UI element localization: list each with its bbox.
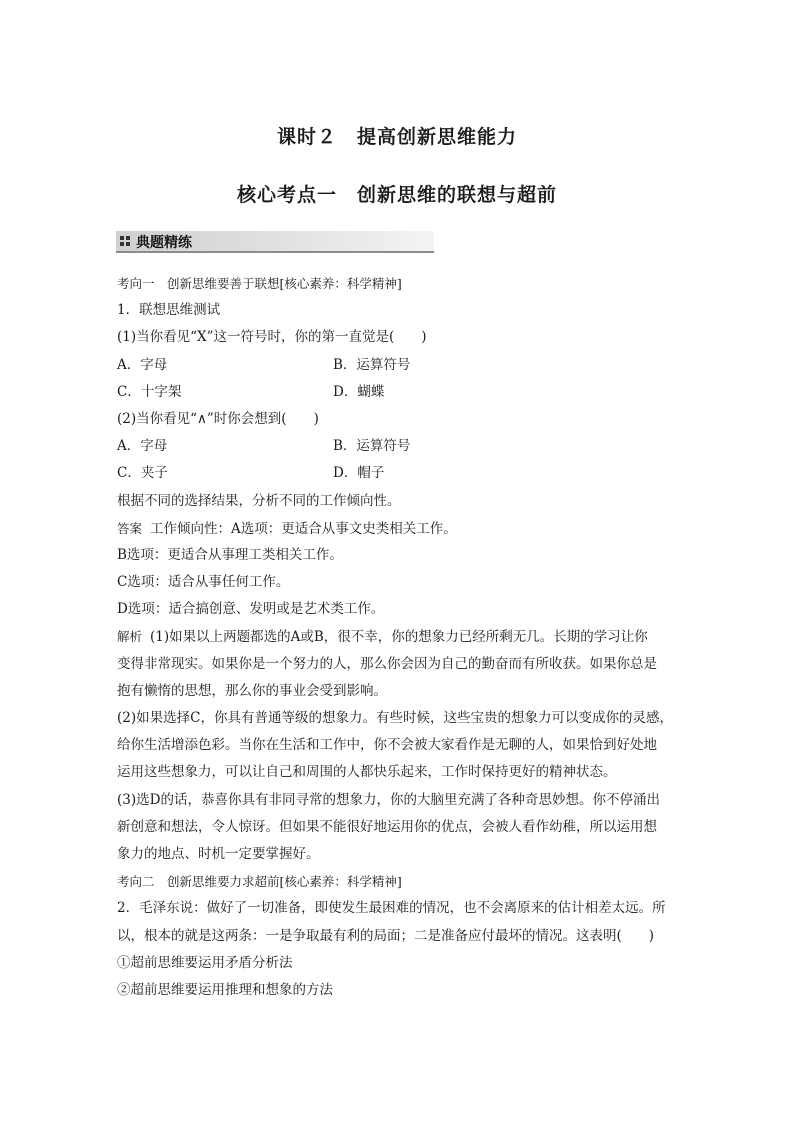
answer-tag: 答案 [117,520,143,536]
option-c: C．十字架 [117,383,182,400]
question-one-note: 根据不同的选择结果，分析不同的工作倾向性。 [117,492,401,509]
document-body [117,270,679,1004]
analysis-line: 运用这些想象力，可以让自己和周围的人都快乐起来，工作时保持更好的精神状态。 [117,764,617,781]
analysis-line: (2)如果选择C，你具有普通等级的想象力。有些时候，这些宝贵的想象力可以变成你的灵感， [117,710,673,726]
option-c: C．夹子 [117,465,168,482]
question-one-stem: 1．联想思维测试 [117,302,221,319]
analysis-line: 象力的地点、时机一定要掌握好。 [117,845,320,862]
section-header [116,231,434,253]
answer-line: C选项：适合从事任何工作。 [117,574,290,591]
answer-line: B选项：更适合从事理工类相关工作。 [117,546,343,563]
question-one-part-one: (1)当你看见“X”这一符号时，你的第一直觉是( ) [117,329,427,346]
analysis-line: 抱有懒惰的思想，那么你的事业会受到影响。 [117,682,387,699]
options-row [117,352,679,379]
direction-one: 考向一 创新思维要善于联想[核心素养：科学精神] [117,276,402,291]
analysis-text: (1)如果以上两题都选的A或B，很不幸，你的想象力已经所剩无几。长期的学习让你 [150,629,648,646]
question-two-line: 2．毛泽东说：做好了一切准备，即使发生最困难的情况，也不会离原来的估计相差太远。所 [117,900,666,917]
analysis-tag: 解析 [117,629,143,645]
analysis-line: (3)选D的话，恭喜你具有非同寻常的想象力，你的大脑里充满了各种奇思妙想。你不停涌出 [117,791,660,808]
question-one-part-two: (2)当你看见“∧”时你会想到( ) [117,410,319,427]
option-d: D．蝴蝶 [333,383,385,400]
option-b: B．运算符号 [333,356,411,373]
answer-text: 工作倾向性：A选项：更适合从事文史类相关工作。 [150,520,457,537]
lesson-title: 课时２ 提高创新思维能力 [276,126,517,148]
answer-line: D选项：适合搞创意、发明或是艺术类工作。 [117,601,385,618]
option-a: A．字母 [117,356,168,373]
core-point-title: 核心考点一 创新思维的联想与超前 [236,184,557,206]
question-two-option: ①超前思维要运用矛盾分析法 [117,954,293,971]
options-row [117,379,679,406]
section-label: 典题精练 [136,235,192,251]
analysis-line: 给你生活增添色彩。当你在生活和工作中，你不会被大家看作是无聊的人，如果恰到好处地 [117,737,657,754]
option-a: A．字母 [117,438,168,455]
grid-icon [120,236,130,246]
question-two-line: 以，根本的就是这两条：一是争取最有利的局面；二是准备应付最坏的情况。这表明( ) [117,927,655,944]
question-two-option: ②超前思维要运用推理和想象的方法 [117,981,333,998]
options-row [117,433,679,460]
option-d: D．帽子 [333,465,385,482]
options-row [117,460,679,487]
answer-line [117,515,679,542]
option-b: B．运算符号 [333,438,411,455]
analysis-line: 新创意和想法，令人惊讶。但如果不能很好地运用你的优点，会被人看作幼稚，所以运用想 [117,818,657,835]
direction-two: 考向二 创新思维要力求超前[核心素养：科学精神] [117,874,402,890]
analysis-line: 变得非常现实。如果你是一个努力的人，那么你会因为自己的勤奋而有所收获。如果你总是 [117,655,657,672]
analysis-line [117,623,679,650]
